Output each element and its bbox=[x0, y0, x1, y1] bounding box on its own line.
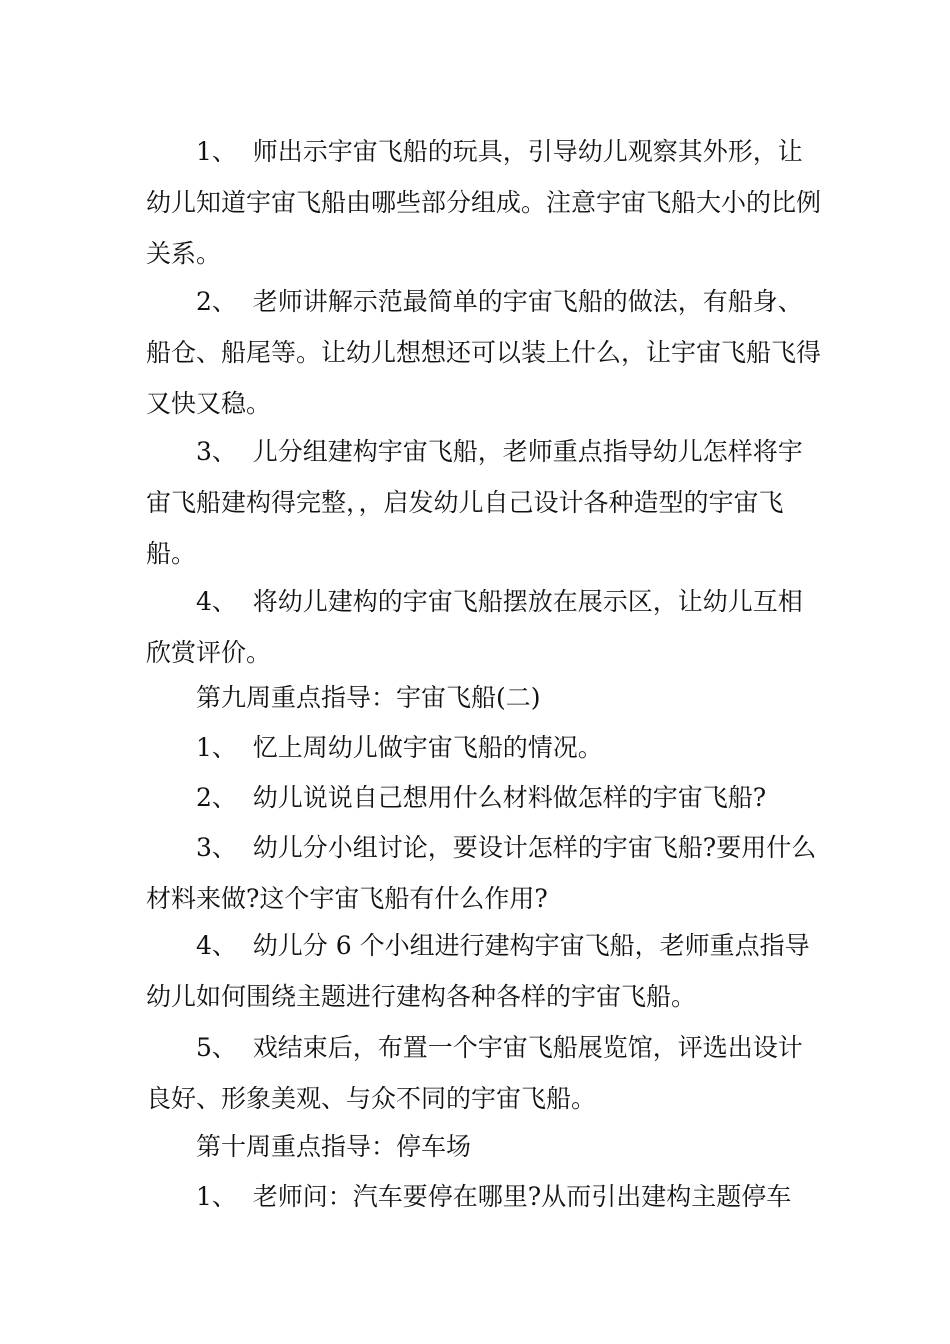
paragraph-week9-step-5: 5、 戏结束后，布置一个宇宙飞船展览馆，评选出设计良好、形象美观、与众不同的宇宙飞船。 bbox=[146, 1033, 803, 1113]
paragraph-step-3: 3、 儿分组建构宇宙飞船，老师重点指导幼儿怎样将宇宙飞船建构得完整，，启发幼儿自己设计各种造型的宇宙飞船。 bbox=[146, 437, 803, 568]
paragraph-step-1: 1、 师出示宇宙飞船的玩具，引导幼儿观察其外形，让幼儿知道宇宙飞船由哪些部分组成。注意宇宙飞船大小的比例关系。 bbox=[146, 137, 822, 268]
paragraph-week9-step-4: 4、 幼儿分 6 个小组进行建构宇宙飞船，老师重点指导幼儿如何围绕主题进行建构各种各样的宇宙飞船。 bbox=[146, 931, 810, 1011]
paragraph-week9-step-1: 1、 忆上周幼儿做宇宙飞船的情况。 bbox=[196, 733, 603, 762]
paragraph-week9-step-2: 2、 幼儿说说自己想用什么材料做怎样的宇宙飞船? bbox=[196, 783, 767, 812]
paragraph-week10-step-1: 1、 老师问：汽车要停在哪里?从而引出建构主题停车 bbox=[196, 1182, 792, 1211]
section-heading-week-10: 第十周重点指导：停车场 bbox=[196, 1132, 472, 1161]
paragraph-week9-step-3: 3、 幼儿分小组讨论，要设计怎样的宇宙飞船?要用什么材料来做?这个宇宙飞船有什么作用? bbox=[146, 833, 817, 913]
paragraph-step-4: 4、 将幼儿建构的宇宙飞船摆放在展示区，让幼儿互相欣赏评价。 bbox=[146, 587, 803, 667]
section-heading-week-9: 第九周重点指导：宇宙飞船(二) bbox=[196, 683, 541, 712]
paragraph-step-2: 2、 老师讲解示范最简单的宇宙飞船的做法，有船身、船仓、船尾等。让幼儿想想还可以装上什么，让宇宙飞船飞得又快又稳。 bbox=[146, 287, 822, 418]
